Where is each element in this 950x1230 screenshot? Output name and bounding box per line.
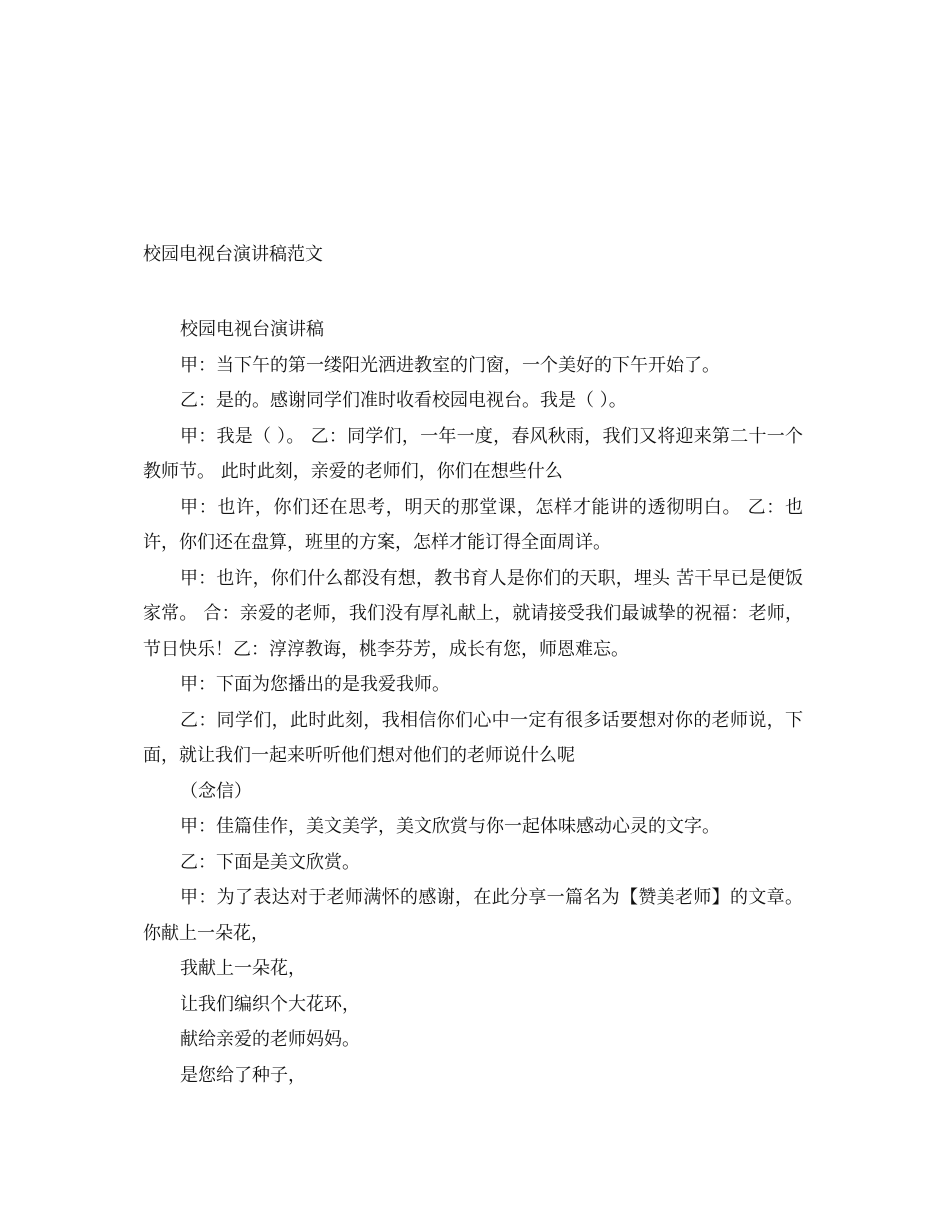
paragraph: 我献上一朵花， <box>180 958 306 979</box>
paragraph: 乙：是的。感谢同学们准时收看校园电视台。我是（ ）。 <box>180 390 627 411</box>
paragraph: 甲：我是（ ）。 乙：同学们，一年一度，春风秋雨，我们又将迎来第二十一个教师节。 此时此刻，亲爱的老师们，你们在想些什么 <box>143 425 803 482</box>
document-title: 校园电视台演讲稿范文 <box>143 244 323 265</box>
paragraph: 献给亲爱的老师妈妈。 <box>180 1029 360 1050</box>
paragraph: （念信） <box>180 780 252 802</box>
document-body <box>143 312 803 1093</box>
paragraph: 甲：为了表达对于老师满怀的感谢，在此分享一篇名为【赞美老师】的文章。 你献上一朵花， <box>143 887 803 944</box>
paragraph: 甲：也许，你们还在思考，明天的那堂课，怎样才能讲的透彻明白。 乙：也许，你们还在盘算，班里的方案，怎样才能订得全面周详。 <box>143 496 803 553</box>
paragraph: 甲：下面为您播出的是我爱我师。 <box>180 674 450 695</box>
paragraph: 乙：下面是美文欣赏。 <box>180 851 360 873</box>
paragraph: 校园电视台演讲稿 <box>180 319 324 340</box>
paragraph: 乙：同学们，此时此刻，我相信你们心中一定有很多话要想对你的老师说，下面，就让我们一起来听听他们想对他们的老师说什么呢 <box>143 709 803 766</box>
paragraph: 是您给了种子， <box>180 1064 306 1086</box>
paragraph: 让我们编织个大花环， <box>180 993 360 1015</box>
paragraph: 甲：也许，你们什么都没有想，教书育人是你们的天职，埋头 苦干早已是便饭家常。 合：亲爱的老师，我们没有厚礼献上，就请接受我们最诚挚的祝福：老师，节日快乐！乙：淳淳教诲，桃李芬芳，成长有您，师恩难忘。 <box>143 567 803 660</box>
paragraph: 甲：佳篇佳作，美文美学，美文欣赏与你一起体味感动心灵的文字。 <box>180 816 720 837</box>
paragraph: 甲：当下午的第一缕阳光洒进教室的门窗，一个美好的下午开始了。 <box>180 354 720 376</box>
